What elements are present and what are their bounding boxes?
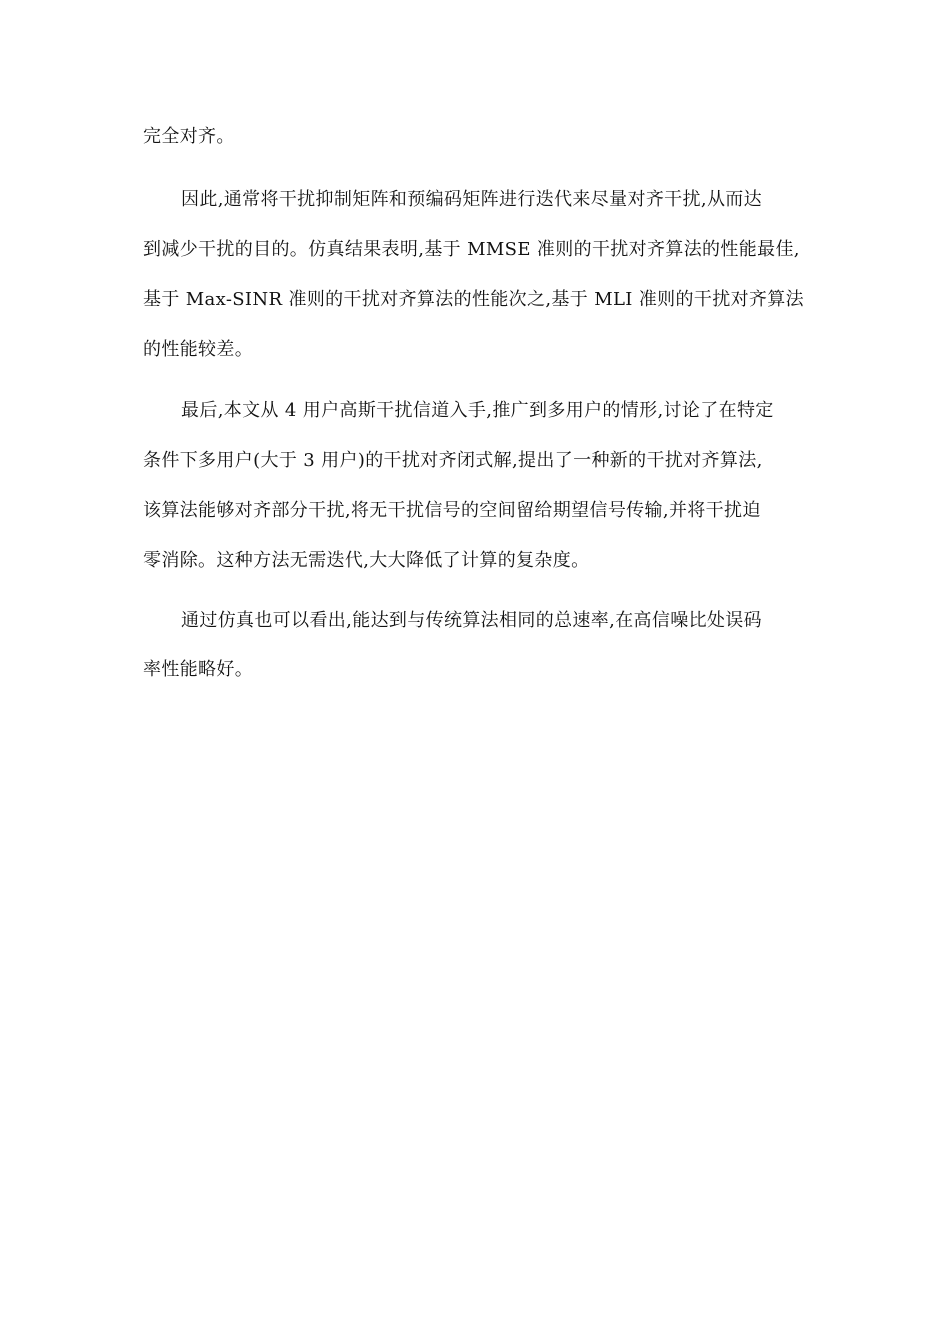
paragraph-2-line-4: 的性能较差。 [143, 339, 254, 360]
paragraph-3-line-2: 条件下多用户(大于 3 用户)的干扰对齐闭式解,提出了一种新的干扰对齐算法, [143, 450, 763, 471]
paragraph-2-line-3: 基于 Max-SINR 准则的干扰对齐算法的性能次之,基于 MLI 准则的干扰对齐算法 [143, 289, 804, 310]
paragraph-1-line-1: 完全对齐。 [143, 126, 235, 147]
paragraph-4-line-2: 率性能略好。 [143, 659, 254, 680]
paragraph-3-line-1: 最后,本文从 4 用户高斯干扰信道入手,推广到多用户的情形,讨论了在特定 [181, 400, 774, 421]
paragraph-2-line-2: 到减少干扰的目的。仿真结果表明,基于 MMSE 准则的干扰对齐算法的性能最佳, [143, 239, 800, 260]
paragraph-3-line-3: 该算法能够对齐部分干扰,将无干扰信号的空间留给期望信号传输,并将干扰迫 [143, 500, 761, 521]
paragraph-2-line-1: 因此,通常将干扰抑制矩阵和预编码矩阵进行迭代来尽量对齐干扰,从而达 [181, 189, 762, 210]
paragraph-3-line-4: 零消除。这种方法无需迭代,大大降低了计算的复杂度。 [143, 550, 590, 571]
paragraph-4-line-1: 通过仿真也可以看出,能达到与传统算法相同的总速率,在高信噪比处误码 [181, 610, 762, 631]
